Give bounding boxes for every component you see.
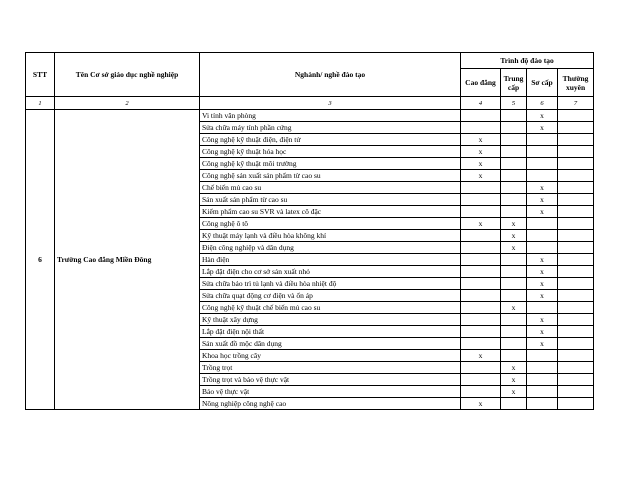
occupation-name: Vi tính văn phòng [200,110,461,122]
level-mark-trung-cap [501,398,527,410]
header-training-level: Trình độ đào tạo [461,53,594,69]
level-mark-trung-cap [501,122,527,134]
column-number: 4 [461,97,501,110]
occupation-name: Chế biến mủ cao su [200,182,461,194]
level-mark-trung-cap [501,290,527,302]
occupation-name: Công nghệ ô tô [200,218,461,230]
occupation-name: Nông nghiệp công nghệ cao [200,398,461,410]
level-mark-so-cap: x [527,326,558,338]
level-mark-trung-cap [501,182,527,194]
level-mark-thuong-xuyen [558,242,594,254]
occupation-name: Bảo vệ thực vật [200,386,461,398]
level-mark-trung-cap: x [501,362,527,374]
level-mark-cao-dang [461,362,501,374]
level-mark-cao-dang [461,290,501,302]
level-mark-cao-dang [461,194,501,206]
column-number: 3 [200,97,461,110]
level-mark-so-cap [527,170,558,182]
level-mark-trung-cap: x [501,242,527,254]
level-mark-so-cap [527,242,558,254]
level-mark-cao-dang: x [461,158,501,170]
header-level-cao-dang: Cao đẳng [461,69,501,97]
level-mark-thuong-xuyen [558,146,594,158]
level-mark-cao-dang: x [461,170,501,182]
level-mark-trung-cap [501,206,527,218]
occupation-name: Kiểm phẩm cao su SVR và latex cô đặc [200,206,461,218]
level-mark-cao-dang [461,338,501,350]
level-mark-trung-cap [501,350,527,362]
level-mark-so-cap [527,374,558,386]
level-mark-trung-cap: x [501,230,527,242]
header-occupation: Nghành/ nghề đào tạo [200,53,461,97]
header-level-so-cap: Sơ cấp [527,69,558,97]
level-mark-thuong-xuyen [558,398,594,410]
level-mark-trung-cap [501,338,527,350]
level-mark-cao-dang [461,266,501,278]
occupation-name: Hàn điện [200,254,461,266]
occupation-name: Sản xuất sản phẩm từ cao su [200,194,461,206]
occupation-name: Lắp đặt điện cho cơ sở sản xuất nhỏ [200,266,461,278]
level-mark-cao-dang: x [461,218,501,230]
level-mark-so-cap: x [527,254,558,266]
column-number-row [26,97,594,110]
occupation-name: Công nghệ kỹ thuật điện, điện tử [200,134,461,146]
level-mark-cao-dang [461,122,501,134]
level-mark-so-cap [527,350,558,362]
occupation-name: Công nghệ sản xuất sản phẩm từ cao su [200,170,461,182]
occupation-name: Kỹ thuật máy lạnh và điều hòa không khí [200,230,461,242]
level-mark-cao-dang [461,314,501,326]
occupation-name: Sửa chữa bảo trì tủ lạnh và điều hòa nhiệt độ [200,278,461,290]
level-mark-cao-dang [461,110,501,122]
level-mark-trung-cap: x [501,302,527,314]
column-number: 7 [558,97,594,110]
occupation-name: Công nghệ kỹ thuật môi trường [200,158,461,170]
level-mark-trung-cap [501,326,527,338]
occupation-name: Sản xuất đồ mộc dân dụng [200,338,461,350]
level-mark-so-cap [527,230,558,242]
level-mark-so-cap [527,134,558,146]
level-mark-trung-cap [501,314,527,326]
level-mark-so-cap: x [527,110,558,122]
school-stt: 6 [26,110,55,410]
level-mark-thuong-xuyen [558,182,594,194]
level-mark-so-cap [527,302,558,314]
level-mark-cao-dang [461,326,501,338]
level-mark-trung-cap: x [501,374,527,386]
level-mark-cao-dang [461,182,501,194]
level-mark-so-cap [527,218,558,230]
level-mark-so-cap: x [527,266,558,278]
level-mark-trung-cap [501,266,527,278]
level-mark-so-cap: x [527,314,558,326]
level-mark-so-cap: x [527,338,558,350]
level-mark-cao-dang [461,242,501,254]
occupation-name: Công nghệ kỹ thuật hóa học [200,146,461,158]
level-mark-thuong-xuyen [558,326,594,338]
occupation-name: Trồng trọt [200,362,461,374]
level-mark-thuong-xuyen [558,206,594,218]
level-mark-thuong-xuyen [558,218,594,230]
occupation-name: Khoa học trồng cây [200,350,461,362]
level-mark-trung-cap [501,194,527,206]
header-level-thuong-xuyen: Thường xuyên [558,69,594,97]
level-mark-thuong-xuyen [558,158,594,170]
column-number: 1 [26,97,55,110]
level-mark-cao-dang: x [461,134,501,146]
level-mark-trung-cap [501,170,527,182]
occupation-name: Trồng trọt và bảo vệ thực vật [200,374,461,386]
level-mark-so-cap [527,362,558,374]
column-number: 2 [55,97,200,110]
level-mark-trung-cap: x [501,218,527,230]
level-mark-thuong-xuyen [558,302,594,314]
level-mark-thuong-xuyen [558,386,594,398]
level-mark-thuong-xuyen [558,134,594,146]
level-mark-thuong-xuyen [558,122,594,134]
level-mark-thuong-xuyen [558,110,594,122]
level-mark-thuong-xuyen [558,254,594,266]
occupation-name: Sửa chữa quạt động cơ điện và ổn áp [200,290,461,302]
table-body [26,110,594,410]
level-mark-cao-dang [461,230,501,242]
level-mark-thuong-xuyen [558,278,594,290]
level-mark-trung-cap [501,146,527,158]
level-mark-so-cap: x [527,194,558,206]
level-mark-cao-dang [461,374,501,386]
occupation-name: Sửa chữa máy tính phần cứng [200,122,461,134]
level-mark-cao-dang: x [461,398,501,410]
level-mark-so-cap [527,146,558,158]
level-mark-trung-cap [501,254,527,266]
level-mark-cao-dang [461,206,501,218]
level-mark-so-cap: x [527,206,558,218]
column-number: 5 [501,97,527,110]
level-mark-trung-cap [501,110,527,122]
level-mark-cao-dang [461,254,501,266]
level-mark-trung-cap [501,158,527,170]
occupation-name: Kỹ thuật xây dựng [200,314,461,326]
level-mark-thuong-xuyen [558,350,594,362]
header-level-trung-cap: Trung cấp [501,69,527,97]
header-school-name: Tên Cơ sở giáo dục nghề nghiệp [55,53,200,97]
level-mark-thuong-xuyen [558,266,594,278]
level-mark-so-cap: x [527,278,558,290]
level-mark-thuong-xuyen [558,194,594,206]
level-mark-trung-cap: x [501,386,527,398]
level-mark-thuong-xuyen [558,374,594,386]
level-mark-so-cap [527,386,558,398]
header-stt: STT [26,53,55,97]
level-mark-cao-dang: x [461,350,501,362]
level-mark-cao-dang [461,302,501,314]
level-mark-so-cap: x [527,182,558,194]
level-mark-trung-cap [501,134,527,146]
level-mark-trung-cap [501,278,527,290]
level-mark-so-cap [527,398,558,410]
level-mark-so-cap: x [527,122,558,134]
level-mark-thuong-xuyen [558,314,594,326]
level-mark-so-cap [527,158,558,170]
level-mark-cao-dang [461,386,501,398]
level-mark-thuong-xuyen [558,230,594,242]
school-name: Trường Cao đẳng Miền Đông [55,110,200,410]
level-mark-cao-dang: x [461,146,501,158]
occupation-name: Điện công nghiệp và dân dụng [200,242,461,254]
level-mark-thuong-xuyen [558,290,594,302]
column-number: 6 [527,97,558,110]
level-mark-thuong-xuyen [558,362,594,374]
level-mark-thuong-xuyen [558,338,594,350]
level-mark-so-cap: x [527,290,558,302]
training-table [25,52,594,410]
level-mark-thuong-xuyen [558,170,594,182]
occupation-name: Công nghệ kỹ thuật chế biến mủ cao su [200,302,461,314]
occupation-name: Lắp đặt điện nội thất [200,326,461,338]
level-mark-cao-dang [461,278,501,290]
table-row [26,110,594,122]
